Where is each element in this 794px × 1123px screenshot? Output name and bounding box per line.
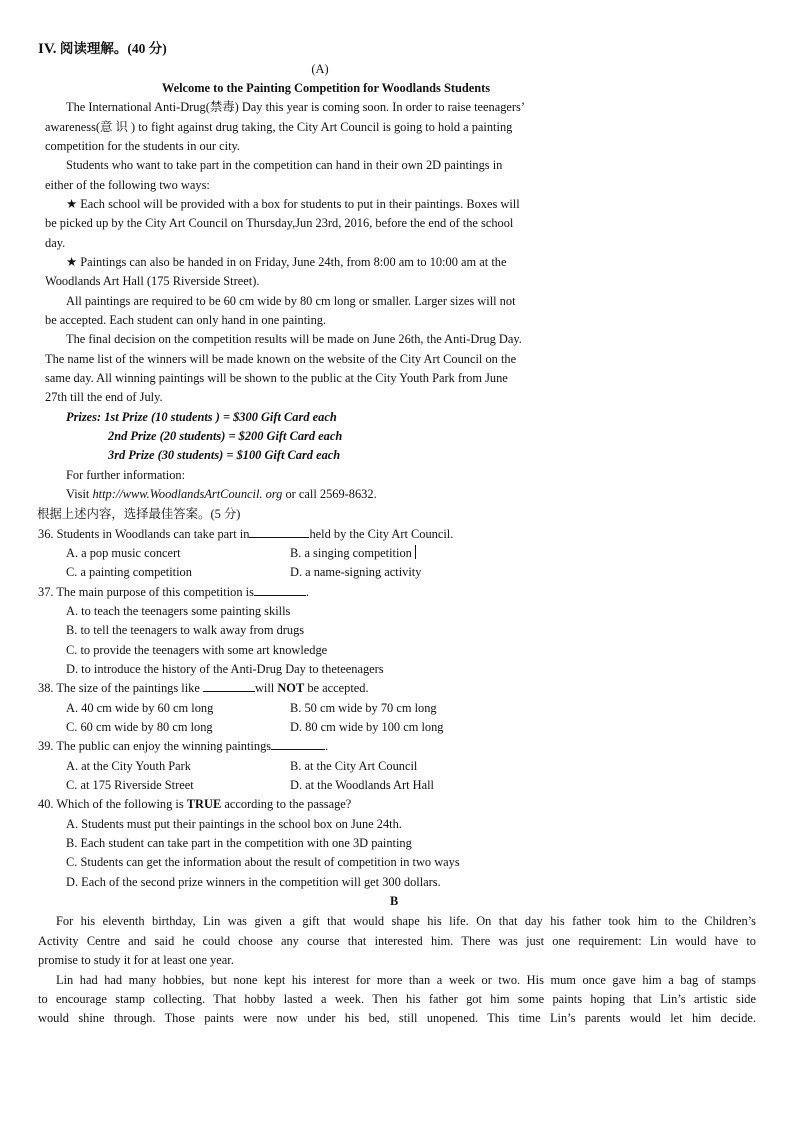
question-38-option-b: B. 50 cm wide by 70 cm long	[290, 701, 437, 715]
answer-blank	[203, 680, 255, 692]
question-stem-emphasis: NOT	[277, 681, 305, 695]
passage-a-line: The name list of the winners will be made known on the website of the City Art Council on the	[45, 352, 517, 366]
passage-b-line: Activity Centre and said he could choose any course that interested him. There was just one requirement: Lin would have to	[38, 934, 756, 948]
answer-blank	[271, 738, 325, 750]
passage-a-line: The final decision on the competition results will be made on June 26th, the Anti-Drug Day.	[66, 332, 522, 346]
passage-a-line: either of the following two ways:	[45, 178, 210, 192]
question-39-stem	[38, 738, 328, 754]
info-label: For further information:	[66, 468, 186, 482]
passage-b-label: B	[390, 894, 399, 908]
passage-a-line: 27th till the end of July.	[45, 390, 163, 404]
passage-b-line: would shine through. Those paints were now under his bed, still unopened. This time Lin’s parents would let him decide.	[38, 1011, 756, 1025]
question-stem-text: 36. Students in Woodlands can take part in	[38, 527, 250, 541]
question-37-option-c: C. to provide the teenagers with some art knowledge	[66, 643, 328, 657]
passage-a-line: Woodlands Art Hall (175 Riverside Street).	[45, 274, 260, 288]
passage-b-line: to encourage stamp collecting. That hobby lasted a week. Then his father got him some paints hoping that Lin’s artistic side	[38, 992, 756, 1006]
question-40-option-a: A. Students must put their paintings in the school box on June 24th.	[66, 817, 402, 831]
prize-first: Prizes: 1st Prize (10 students ) = $300 Gift Card each	[66, 410, 337, 424]
question-stem-text: .	[305, 585, 310, 599]
question-36-option-c: C. a painting competition	[66, 565, 192, 579]
question-40-stem	[38, 796, 351, 812]
section-roman-numeral: IV.	[38, 41, 57, 57]
question-37-option-a: A. to teach the teenagers some painting skills	[66, 604, 291, 618]
question-37-option-d: D. to introduce the history of the Anti-Drug Day to theteenagers	[66, 662, 384, 676]
passage-a-line: All paintings are required to be 60 cm wide by 80 cm long or smaller. Larger sizes will not	[66, 294, 516, 308]
passage-a-line: be accepted. Each student can only hand in one painting.	[45, 313, 327, 327]
question-stem-text: 39. The public can enjoy the winning paintings	[38, 739, 272, 753]
question-37-stem	[38, 584, 309, 600]
passage-a-line: same day. All winning paintings will be shown to the public at the City Youth Park from June	[45, 371, 508, 385]
question-stem-text: 40. Which of the following is	[38, 797, 184, 811]
question-40-option-d: D. Each of the second prize winners in the competition will get 300 dollars.	[66, 875, 441, 889]
text-cursor	[415, 545, 416, 559]
question-stem-text: 38. The size of the paintings like	[38, 681, 200, 695]
question-39-option-a: A. at the City Youth Park	[66, 759, 191, 773]
question-37-option-b: B. to tell the teenagers to walk away from drugs	[66, 623, 305, 637]
answer-blank	[249, 526, 309, 538]
question-stem-text: be accepted.	[307, 681, 369, 695]
question-stem-emphasis: TRUE	[186, 797, 222, 811]
prize-third: 3rd Prize (30 students) = $100 Gift Card each	[108, 448, 341, 462]
question-36-option-d: D. a name-signing activity	[290, 565, 422, 579]
question-stem-text: will	[254, 681, 275, 695]
question-stem-text: 37. The main purpose of this competition is	[38, 585, 254, 599]
question-stem-text: held by the City Art Council.	[309, 527, 454, 541]
question-38-option-a: A. 40 cm wide by 60 cm long	[66, 701, 214, 715]
question-38-option-c: C. 60 cm wide by 80 cm long	[66, 720, 213, 734]
question-40-option-c: C. Students can get the information about the result of competition in two ways	[66, 855, 460, 869]
question-38-stem	[38, 680, 369, 696]
question-36-option-a: A. a pop music concert	[66, 546, 181, 560]
visit-prefix: Visit	[66, 487, 90, 501]
passage-b-line: Lin had had many hobbies, but none kept his interest for more than a week or two. His mum once gave him a bag of stamps	[56, 973, 756, 987]
question-39-option-d: D. at the Woodlands Art Hall	[290, 778, 434, 792]
passage-a-line: competition for the students in our city.	[45, 139, 241, 153]
section-heading	[38, 41, 167, 57]
question-39-option-c: C. at 175 Riverside Street	[66, 778, 194, 792]
passage-a-line: Students who want to take part in the competition can hand in their own 2D paintings in	[66, 158, 503, 172]
question-40-option-b: B. Each student can take part in the competition with one 3D painting	[66, 836, 412, 850]
question-stem-text: .	[325, 739, 329, 753]
prize-second: 2nd Prize (20 students) = $200 Gift Card each	[108, 429, 343, 443]
question-36-option-b	[290, 545, 416, 561]
answer-blank	[254, 584, 306, 596]
passage-a-line: day.	[45, 236, 66, 250]
section-title: 阅读理解。(40 分)	[59, 41, 167, 56]
passage-b-line: For his eleventh birthday, Lin was given a gift that would shape his life. On that day his father took him to the Children’s	[56, 914, 756, 928]
question-36-stem	[38, 526, 453, 542]
passage-a-heading: Welcome to the Painting Competition for Woodlands Students	[161, 81, 491, 95]
question-stem-text: according to the passage?	[224, 797, 352, 811]
passage-a-line: be picked up by the City Art Council on Thursday,Jun 23rd, 2016, before the end of the school	[45, 216, 514, 230]
question-39-option-b: B. at the City Art Council	[290, 759, 418, 773]
passage-a-line: ★ Paintings can also be handed in on Friday, June 24th, from 8:00 am to 10:00 am at the	[66, 255, 507, 269]
question-38-option-d: D. 80 cm wide by 100 cm long	[290, 720, 444, 734]
visit-suffix: or call 2569-8632.	[285, 487, 377, 501]
passage-a-label: (A)	[311, 62, 329, 76]
option-text: B. a singing competition	[290, 546, 412, 560]
contact-line	[66, 486, 377, 502]
question-instructions: 根据上述内容，选择最佳答案。(5 分)	[37, 507, 241, 521]
passage-a-line: awareness(意 识 ) to fight against drug taking, the City Art Council is going to hold a painting	[45, 120, 513, 134]
passage-a-line: The International Anti-Drug(禁毒) Day this year is coming soon. In order to raise teenagers’	[66, 100, 526, 114]
website-link[interactable]: http://www.WoodlandsArtCouncil. org	[92, 487, 283, 501]
passage-b-line: promise to study it for at least one year.	[38, 953, 234, 967]
passage-a-line: ★ Each school will be provided with a box for students to put in their paintings. Boxes will	[66, 197, 520, 211]
